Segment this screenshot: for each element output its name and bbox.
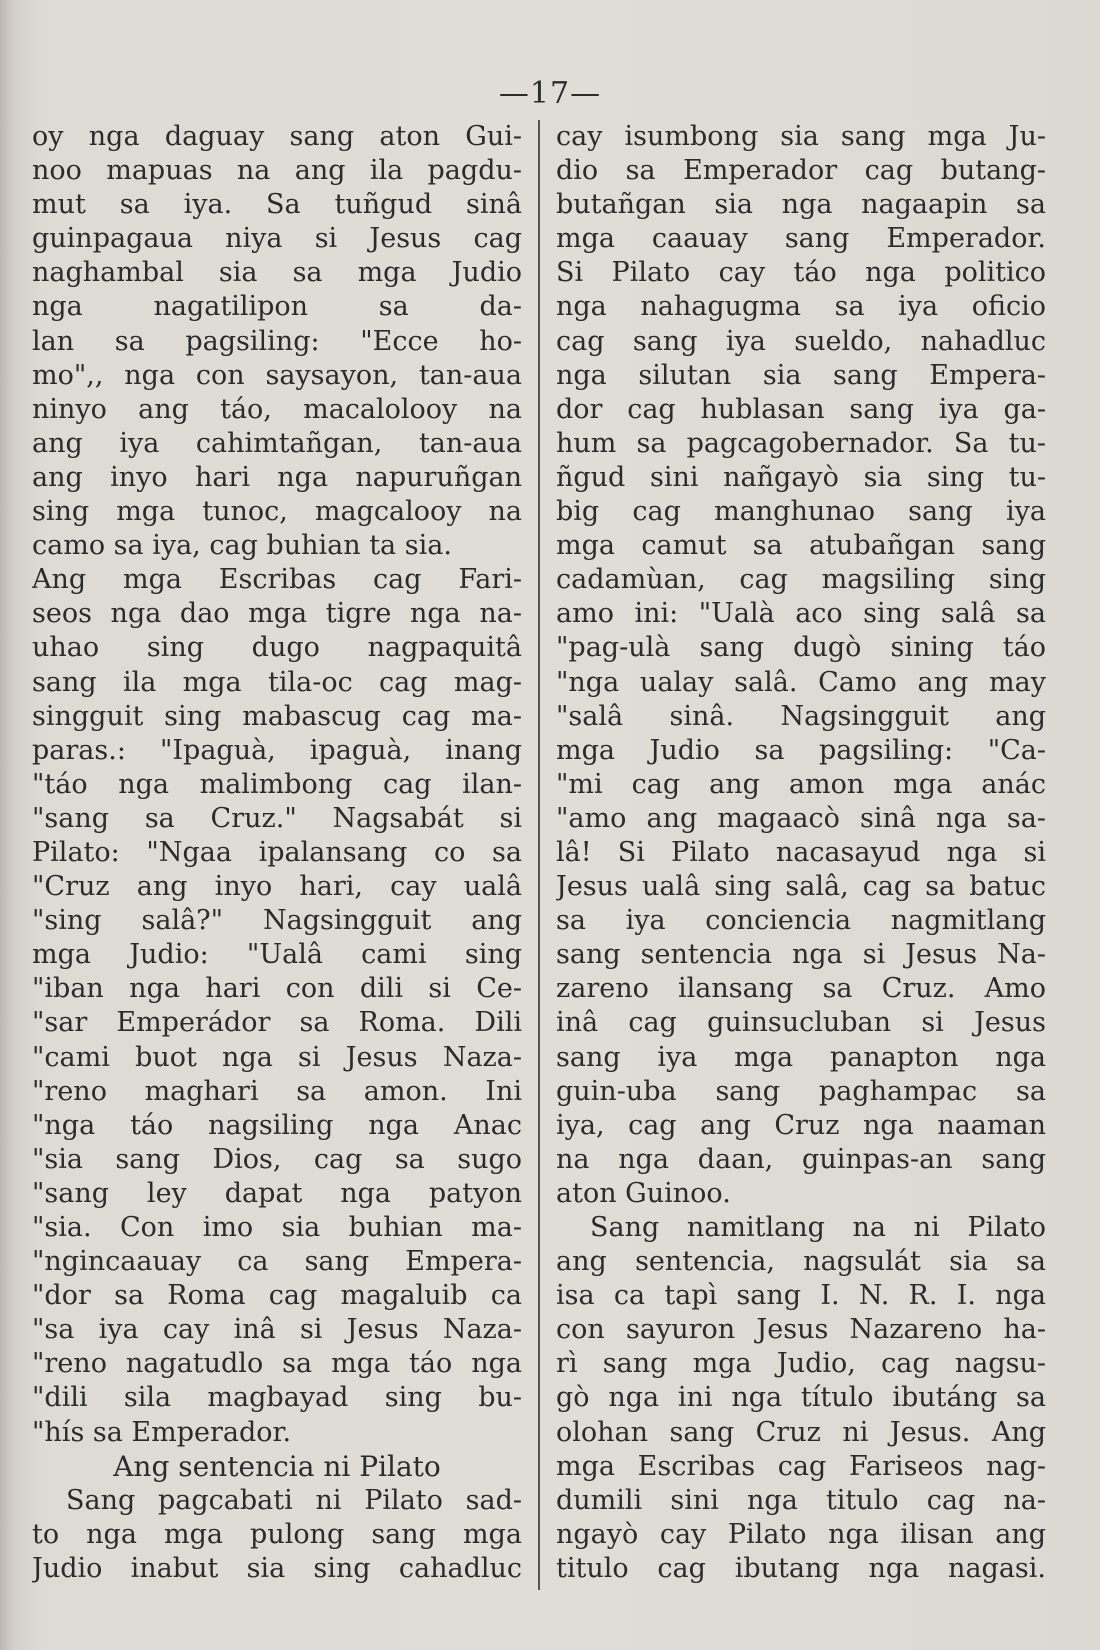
text-line: "reno maghari sa amon. Ini xyxy=(32,1075,522,1107)
text-line: Pilato: "Ngaa ipalansang co sa xyxy=(32,836,522,868)
text-line: zareno ilansang sa Cruz. Amo xyxy=(556,973,1046,1005)
right-text-column xyxy=(556,120,1046,1586)
text-line: "iban nga hari con dili si Ce- xyxy=(32,973,522,1005)
text-line: Sang pagcabati ni Pilato sad- xyxy=(66,1484,522,1516)
text-line: dor cag hublasan sang iya ga- xyxy=(556,393,1046,425)
text-line: mga caauay sang Emperador. xyxy=(556,223,1046,255)
text-line: Ang mga Escribas cag Fari- xyxy=(32,564,522,596)
text-line: mut sa iya. Sa tuñgud sinâ xyxy=(32,189,522,221)
text-line: "ngincaauay ca sang Empera- xyxy=(32,1246,522,1278)
text-line: "sa iya cay inâ si Jesus Naza- xyxy=(32,1314,522,1346)
text-line: guin-uba sang paghampac sa xyxy=(556,1075,1046,1107)
text-line: butañgan sia nga nagaapin sa xyxy=(556,189,1046,221)
text-line: "táo nga malimbong cag ilan- xyxy=(32,768,522,800)
text-line: ang inyo hari nga napuruñgan xyxy=(32,461,522,493)
text-line: olohan sang Cruz ni Jesus. Ang xyxy=(556,1416,1046,1448)
text-line: aton Guinoo. xyxy=(556,1177,731,1209)
text-line: camo sa iya, cag buhian ta sia. xyxy=(32,530,452,562)
text-line: iya, cag ang Cruz nga naaman xyxy=(556,1109,1046,1141)
text-line: "cami buot nga si Jesus Naza- xyxy=(32,1041,522,1073)
text-line: "hís sa Emperador. xyxy=(32,1416,292,1448)
text-line: "sing salâ?" Nagsingguit ang xyxy=(32,905,522,937)
text-line: "sar Emperádor sa Roma. Dili xyxy=(32,1007,522,1039)
text-line: dumili sini nga titulo cag na- xyxy=(556,1484,1046,1516)
text-line: sang ila mga tila-oc cag mag- xyxy=(32,666,522,698)
text-line: nga nahagugma sa iya oficio xyxy=(556,291,1046,323)
text-line: na nga daan, guinpas-an sang xyxy=(556,1143,1046,1175)
text-line: hum sa pagcagobernador. Sa tu- xyxy=(556,427,1046,459)
text-line: sang sentencia nga si Jesus Na- xyxy=(556,939,1046,971)
text-line: titulo cag ibutang nga nagasi. xyxy=(556,1552,1046,1584)
text-line: "sia sang Dios, cag sa sugo xyxy=(32,1143,522,1175)
text-line: ang iya cahimtañgan, tan-aua xyxy=(32,427,522,459)
text-line: uhao sing dugo nagpaquitâ xyxy=(32,632,522,664)
text-line: nga silutan sia sang Empera- xyxy=(556,359,1046,391)
text-line: ninyo ang táo, macalolooy na xyxy=(32,393,522,425)
text-line: amo ini: "Ualà aco sing salâ sa xyxy=(556,598,1046,630)
text-line: cag sang iya sueldo, nahadluc xyxy=(556,325,1046,357)
text-line: con sayuron Jesus Nazareno ha- xyxy=(556,1314,1046,1346)
text-line: seos nga dao mga tigre nga na- xyxy=(32,598,522,630)
text-line: ang sentencia, nagsulát sia sa xyxy=(556,1246,1046,1278)
text-line: "Cruz ang inyo hari, cay ualâ xyxy=(32,871,522,903)
text-line: cay isumbong sia sang mga Ju- xyxy=(556,121,1046,152)
text-line: mga Escribas cag Fariseos nag- xyxy=(556,1450,1046,1482)
text-line: "nga ualay salâ. Camo ang may xyxy=(556,666,1046,698)
text-line: lan sa pagsiling: "Ecce ho- xyxy=(32,325,522,357)
text-line: isa ca tapì sang I. N. R. I. nga xyxy=(556,1280,1046,1312)
text-line: guinpagaua niya si Jesus cag xyxy=(32,223,522,255)
text-line: mo",, nga con saysayon, tan-aua xyxy=(32,359,522,391)
text-line: paras.: "Ipaguà, ipaguà, inang xyxy=(32,734,522,766)
text-line: sang iya mga panapton nga xyxy=(556,1041,1046,1073)
text-line: Si Pilato cay táo nga politico xyxy=(556,257,1046,289)
text-line: rì sang mga Judio, cag nagsu- xyxy=(556,1348,1046,1380)
page-binding-edge xyxy=(0,0,14,1650)
text-line: Jesus ualâ sing salâ, cag sa batuc xyxy=(556,871,1046,903)
left-text-column xyxy=(32,120,522,1586)
section-heading: Ang sentencia ni Pilato xyxy=(113,1449,441,1483)
text-line: to nga mga pulong sang mga xyxy=(32,1518,522,1550)
text-line: sing mga tunoc, magcalooy na xyxy=(32,496,522,528)
text-line: ñgud sini nañgayò sia sing tu- xyxy=(556,461,1046,493)
text-line: inâ cag guinsucluban si Jesus xyxy=(556,1007,1046,1039)
text-line: "amo ang magaacò sinâ nga sa- xyxy=(556,802,1046,834)
text-line: "salâ sinâ. Nagsingguit ang xyxy=(556,700,1046,732)
text-line: sa iya conciencia nagmitlang xyxy=(556,905,1046,937)
text-line: "reno nagatudlo sa mga táo nga xyxy=(32,1348,522,1380)
text-line: "dili sila magbayad sing bu- xyxy=(32,1382,522,1414)
text-line: naghambal sia sa mga Judio xyxy=(32,257,522,289)
text-line: "sang sa Cruz." Nagsabát si xyxy=(32,802,522,834)
page-number: —17— xyxy=(498,76,602,111)
text-line: mga Judio: "Ualâ cami sing xyxy=(32,939,522,971)
text-line: dio sa Emperador cag butang- xyxy=(556,155,1046,187)
text-line: ngayò cay Pilato nga ilisan ang xyxy=(556,1518,1046,1550)
text-line: singguit sing mabascug cag ma- xyxy=(32,700,522,732)
column-divider xyxy=(538,120,540,1590)
text-line: oy nga daguay sang aton Gui- xyxy=(32,121,522,152)
text-line: gò nga ini nga título ibutáng sa xyxy=(556,1382,1046,1414)
text-line: "nga táo nagsiling nga Anac xyxy=(32,1109,522,1141)
text-line: Judio inabut sia sing cahadluc xyxy=(32,1552,522,1584)
text-line: "sia. Con imo sia buhian ma- xyxy=(32,1212,522,1243)
text-line: Sang namitlang na ni Pilato xyxy=(590,1212,1046,1243)
text-line: nga nagatilipon sa da- xyxy=(32,291,522,323)
text-line: big cag manghunao sang iya xyxy=(556,496,1046,528)
text-line: "dor sa Roma cag magaluib ca xyxy=(32,1280,522,1312)
text-line: mga Judio sa pagsiling: "Ca- xyxy=(556,734,1046,766)
text-line: "sang ley dapat nga patyon xyxy=(32,1177,522,1209)
text-line: "mi cag ang amon mga anác xyxy=(556,768,1046,800)
text-line: cadamùan, cag magsiling sing xyxy=(556,564,1046,596)
text-line: "pag-ulà sang dugò sining táo xyxy=(556,632,1046,664)
text-line: noo mapuas na ang ila pagdu- xyxy=(32,155,522,187)
text-line: mga camut sa atubañgan sang xyxy=(556,530,1046,562)
text-line: lâ! Si Pilato nacasayud nga si xyxy=(556,836,1046,868)
